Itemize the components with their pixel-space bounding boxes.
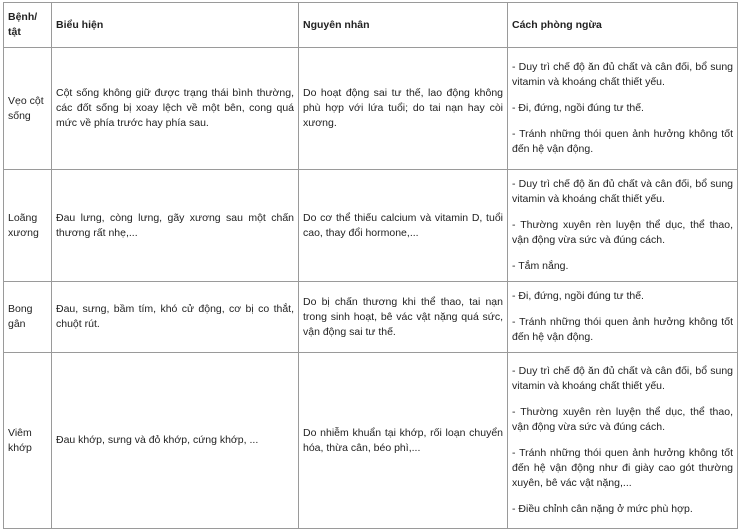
- disease-name: Viêm khớp: [4, 353, 52, 529]
- symptom-cell: Đau khớp, sưng và đỏ khớp, cứng khớp, ...: [52, 353, 299, 529]
- prevention-item: - Đi, đứng, ngồi đúng tư thế.: [512, 102, 644, 114]
- prevention-item: - Điều chỉnh cân nặng ở mức phù hợp.: [512, 503, 693, 515]
- prevention-item: - Thường xuyên rèn luyện thể dục, thể thao, vận động vừa sức và đúng cách.: [512, 219, 733, 246]
- table-row: [4, 170, 738, 282]
- prevention-item: - Tránh những thói quen ảnh hưởng không tốt đến hệ vận động.: [512, 128, 733, 155]
- prevention-item: - Tắm nắng.: [512, 260, 569, 272]
- header-cause: Nguyên nhân: [299, 3, 508, 48]
- prevention-cell: [508, 353, 738, 529]
- cause-cell: Do hoạt động sai tư thế, lao động không phù hợp với lứa tuổi; do tai nạn hay còi xương.: [299, 48, 508, 170]
- symptom-cell: Cột sống không giữ được trạng thái bình thường, các đốt sống bị xoay lệch về một bên, cong quá mức về phía trước hay phía sau.: [52, 48, 299, 170]
- disease-table: [3, 2, 738, 529]
- table-row: [4, 282, 738, 353]
- header-prevention: Cách phòng ngừa: [508, 3, 738, 48]
- prevention-item: - Tránh những thói quen ảnh hưởng không tốt đến hệ vận động như đi giày cao gót thường xuyên, bê vác vật nặng,...: [512, 447, 733, 489]
- symptom-cell: Đau lưng, còng lưng, gãy xương sau một chấn thương rất nhẹ,...: [52, 170, 299, 282]
- prevention-item: - Duy trì chế độ ăn đủ chất và cân đối, bổ sung vitamin và khoáng chất thiết yếu.: [512, 61, 733, 88]
- header-disease: Bệnh/ tật: [4, 3, 52, 48]
- prevention-item: - Duy trì chế độ ăn đủ chất và cân đối, bổ sung vitamin và khoáng chất thiết yếu.: [512, 365, 733, 392]
- prevention-item: - Duy trì chế độ ăn đủ chất và cân đối, bổ sung vitamin và khoáng chất thiết yếu.: [512, 178, 733, 205]
- disease-name: Loãng xương: [4, 170, 52, 282]
- prevention-cell: [508, 48, 738, 170]
- prevention-item: - Tránh những thói quen ảnh hưởng không tốt đến hệ vận động.: [512, 316, 733, 343]
- prevention-item: - Thường xuyên rèn luyện thể dục, thể thao, vận động vừa sức và đúng cách.: [512, 406, 733, 433]
- disease-name: Vẹo cột sống: [4, 48, 52, 170]
- cause-cell: Do cơ thể thiếu calcium và vitamin D, tuổi cao, thay đổi hormone,...: [299, 170, 508, 282]
- symptom-cell: Đau, sưng, bầm tím, khó cử động, cơ bị co thắt, chuột rút.: [52, 282, 299, 353]
- prevention-item: - Đi, đứng, ngồi đúng tư thế.: [512, 290, 644, 302]
- prevention-cell: [508, 170, 738, 282]
- prevention-cell: [508, 282, 738, 353]
- table-header-row: [4, 3, 738, 48]
- table-row: [4, 48, 738, 170]
- disease-name: Bong gân: [4, 282, 52, 353]
- header-symptom: Biểu hiện: [52, 3, 299, 48]
- cause-cell: Do nhiễm khuẩn tại khớp, rối loạn chuyển hóa, thừa cân, béo phì,...: [299, 353, 508, 529]
- table-row: [4, 353, 738, 529]
- cause-cell: Do bị chấn thương khi thể thao, tai nạn trong sinh hoạt, bê vác vật nặng quá sức, vận động sai tư thế.: [299, 282, 508, 353]
